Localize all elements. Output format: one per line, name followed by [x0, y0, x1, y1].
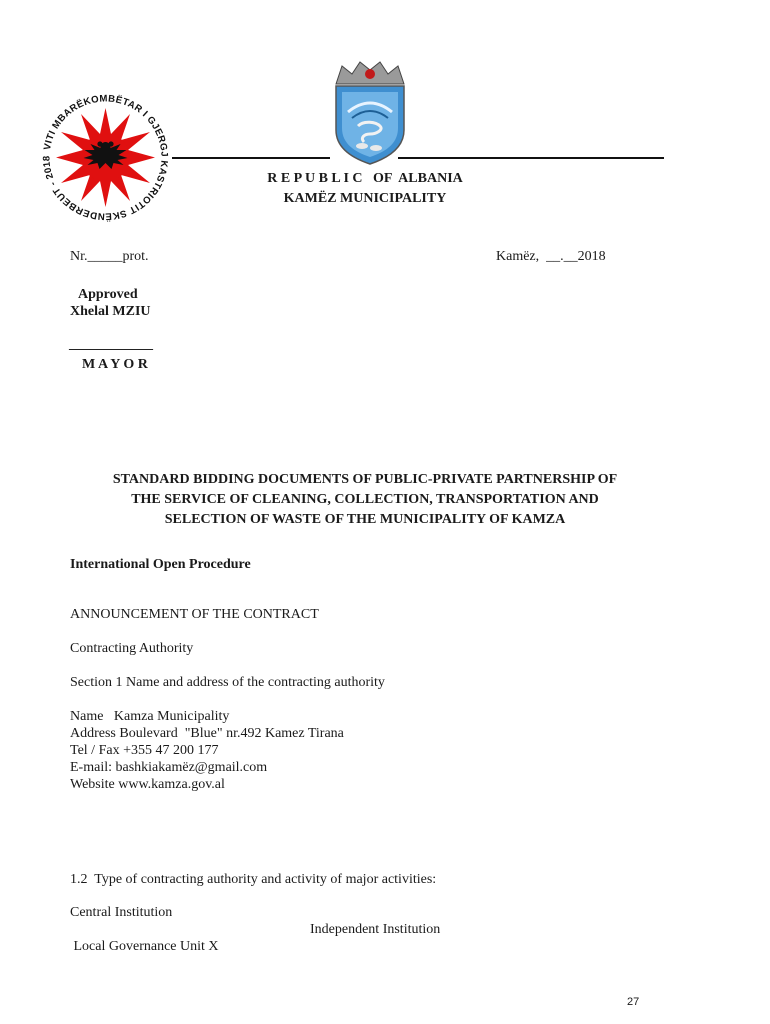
republic-heading: R E P U B L I C OF ALBANIA: [267, 171, 463, 186]
protocol-number: Nr._____prot.: [70, 249, 149, 264]
option-independent-institution: Independent Institution: [310, 922, 441, 937]
document-title: [60, 470, 670, 530]
seal-ring-text: VITI MBARËKOMBËTAR I GJERGJ KASTRIOTIT SKËNDERBEUT - 2018: [41, 93, 170, 222]
seal-graphic: [38, 90, 173, 225]
section-1-heading: Section 1 Name and address of the contracting authority: [70, 675, 385, 690]
authority-website: Website www.kamza.gov.al: [70, 777, 225, 792]
authority-name: Name Kamza Municipality: [70, 709, 230, 724]
header-rule-left: [172, 157, 330, 159]
approved-label: Approved: [78, 287, 138, 302]
authority-address-block: [70, 708, 344, 793]
document-title-line-1: STANDARD BIDDING DOCUMENTS OF PUBLIC-PRIVATE PARTNERSHIP OF: [112, 472, 618, 487]
announcement-heading: ANNOUNCEMENT OF THE CONTRACT: [70, 607, 319, 622]
place-date: Kamëz, __.__2018: [496, 249, 606, 264]
mayor-name: Xhelal MZIU: [70, 304, 151, 319]
authority-address: Address Boulevard "Blue" nr.492 Kamez Tirana: [70, 726, 344, 741]
header-rule-right: [398, 157, 664, 159]
contracting-authority-label: Contracting Authority: [70, 641, 194, 656]
signature-line: ____________: [69, 337, 153, 352]
coat-of-arms-icon: [330, 60, 410, 165]
mayor-role: M A Y O R: [82, 357, 148, 372]
option-central-institution: Central Institution: [70, 905, 173, 920]
document-title-line-3: SELECTION OF WASTE OF THE MUNICIPALITY OF KAMZA: [164, 512, 566, 527]
section-1-2-heading: [70, 872, 436, 888]
page-number: 27: [627, 996, 640, 1008]
municipality-coat-of-arms: [330, 60, 410, 165]
option-local-governance-unit: Local Governance Unit X: [70, 939, 219, 954]
procedure-type: International Open Procedure: [70, 557, 251, 572]
authority-email: E-mail: bashkiakamëz@gmail.com: [70, 760, 268, 775]
municipality-heading: KAMËZ MUNICIPALITY: [283, 191, 447, 206]
document-title-line-2: THE SERVICE OF CLEANING, COLLECTION, TRANSPORTATION AND: [131, 492, 599, 507]
authority-phone: Tel / Fax +355 47 200 177: [70, 743, 219, 758]
anniversary-seal: [38, 90, 173, 225]
section-1-2-text: 1.2 Type of contracting authority and activity of major activities:: [70, 872, 437, 887]
